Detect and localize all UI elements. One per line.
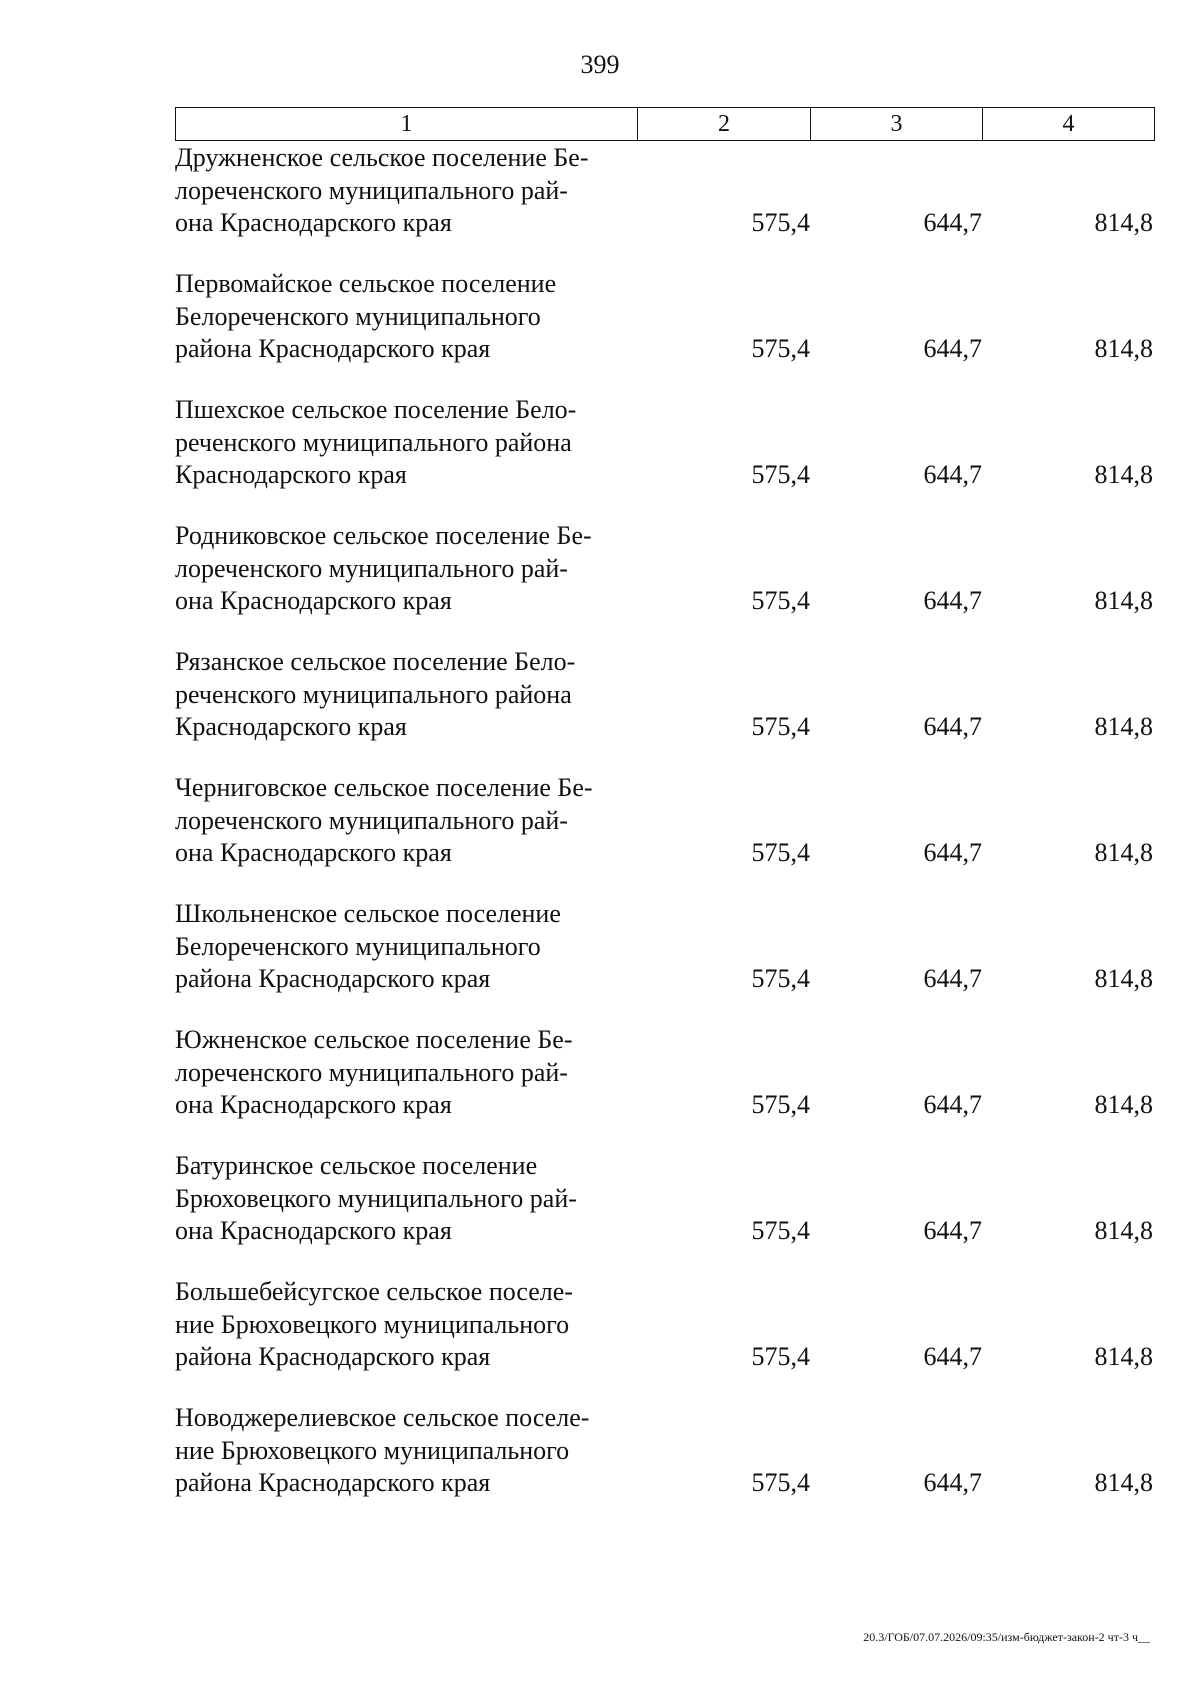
- settlement-name-line: Пшехское сельское поселение Бело-: [175, 395, 577, 424]
- settlement-name-line: реченского муниципального района: [175, 679, 572, 709]
- value-column-4: 814,8: [1094, 838, 1153, 867]
- settlement-name: [175, 1150, 645, 1248]
- value-column-4: 814,8: [1094, 334, 1153, 363]
- value-column-3: 644,7: [923, 838, 982, 867]
- footer-stamp: 20.3/ГОБ/07.07.2026/09:35/изм-бюджет-закон-2 чт-3 ч__: [863, 1630, 1150, 1644]
- table-row: [175, 1402, 1155, 1528]
- value-column-3: 644,7: [923, 712, 982, 741]
- value-column-2: 575,4: [751, 1216, 810, 1245]
- table-row: [175, 898, 1155, 1024]
- table-row: [175, 1150, 1155, 1276]
- table-row: [175, 646, 1155, 772]
- value-column-4: 814,8: [1094, 1216, 1153, 1245]
- value-column-4: 814,8: [1094, 460, 1153, 489]
- settlement-name-line: ние Брюховецкого муниципального: [175, 1309, 570, 1339]
- settlement-name: [175, 1402, 645, 1500]
- value-column-3: 644,7: [923, 208, 982, 237]
- settlement-name-line: Белореченского муниципального: [175, 301, 541, 331]
- settlement-name: [175, 1024, 645, 1122]
- settlement-name-line: она Краснодарского края: [175, 586, 452, 615]
- value-column-2: 575,4: [751, 334, 810, 363]
- settlement-name-line: Новоджерелиевское сельское поселе-: [175, 1403, 590, 1432]
- table-row: [175, 142, 1155, 268]
- settlement-name: [175, 1276, 645, 1374]
- settlement-name-line: Родниковское сельское поселение Бе-: [175, 521, 592, 550]
- column-header-1: 1: [176, 108, 638, 140]
- value-column-4: 814,8: [1094, 712, 1153, 741]
- settlement-name-line: Большебейсугское сельское поселе-: [175, 1277, 573, 1306]
- value-column-2: 575,4: [751, 208, 810, 237]
- column-header-2: 2: [638, 108, 811, 140]
- value-column-2: 575,4: [751, 1342, 810, 1371]
- settlement-name-line: ние Брюховецкого муниципального: [175, 1435, 570, 1465]
- settlement-name-line: реченского муниципального района: [175, 427, 572, 457]
- settlement-name: [175, 394, 645, 492]
- settlement-name-line: Краснодарского края: [175, 712, 407, 741]
- column-header-3: 3: [811, 108, 983, 140]
- table-body: [175, 142, 1155, 1528]
- settlement-name-line: района Краснодарского края: [175, 1342, 491, 1371]
- value-column-4: 814,8: [1094, 1342, 1153, 1371]
- table-row: [175, 268, 1155, 394]
- settlement-name-line: лореченского муниципального рай-: [175, 553, 568, 583]
- settlement-name-line: она Краснодарского края: [175, 1216, 452, 1245]
- value-column-3: 644,7: [923, 1090, 982, 1119]
- settlement-name-line: Школьненское сельское поселение: [175, 899, 561, 928]
- settlement-name-line: Первомайское сельское поселение: [175, 269, 557, 298]
- settlement-name-line: лореченского муниципального рай-: [175, 1057, 568, 1087]
- value-column-4: 814,8: [1094, 1468, 1153, 1497]
- settlement-name: [175, 520, 645, 618]
- settlement-name: [175, 772, 645, 870]
- settlement-name-line: Черниговское сельское поселение Бе-: [175, 773, 593, 802]
- settlement-name-line: района Краснодарского края: [175, 1468, 491, 1497]
- value-column-3: 644,7: [923, 586, 982, 615]
- settlement-name-line: Южненское сельское поселение Бе-: [175, 1025, 573, 1054]
- settlement-name: [175, 898, 645, 996]
- table-header: [175, 107, 1155, 141]
- value-column-4: 814,8: [1094, 1090, 1153, 1119]
- value-column-4: 814,8: [1094, 964, 1153, 993]
- value-column-3: 644,7: [923, 334, 982, 363]
- table-row: [175, 1276, 1155, 1402]
- value-column-3: 644,7: [923, 460, 982, 489]
- value-column-2: 575,4: [751, 1468, 810, 1497]
- value-column-2: 575,4: [751, 964, 810, 993]
- value-column-4: 814,8: [1094, 208, 1153, 237]
- table-row: [175, 772, 1155, 898]
- settlement-name-line: она Краснодарского края: [175, 208, 452, 237]
- value-column-3: 644,7: [923, 1216, 982, 1245]
- table-row: [175, 1024, 1155, 1150]
- column-header-4: 4: [1062, 111, 1075, 137]
- settlement-name-line: она Краснодарского края: [175, 838, 452, 867]
- settlement-name-line: лореченского муниципального рай-: [175, 805, 568, 835]
- page-number: 399: [580, 50, 620, 79]
- settlement-name: [175, 268, 645, 366]
- value-column-2: 575,4: [751, 586, 810, 615]
- value-column-3: 644,7: [923, 1342, 982, 1371]
- settlement-name-line: Батуринское сельское поселение: [175, 1151, 538, 1180]
- value-column-3: 644,7: [923, 1468, 982, 1497]
- settlement-name-line: Рязанское сельское поселение Бело-: [175, 647, 576, 676]
- value-column-4: 814,8: [1094, 586, 1153, 615]
- table-row: [175, 394, 1155, 520]
- settlement-name-line: она Краснодарского края: [175, 1090, 452, 1119]
- settlement-name: [175, 646, 645, 744]
- settlement-name-line: лореченского муниципального рай-: [175, 175, 568, 205]
- value-column-2: 575,4: [751, 460, 810, 489]
- settlement-name-line: Дружненское сельское поселение Бе-: [175, 143, 589, 172]
- settlement-name: [175, 142, 645, 240]
- value-column-3: 644,7: [923, 964, 982, 993]
- settlement-name-line: Белореченского муниципального: [175, 931, 541, 961]
- value-column-2: 575,4: [751, 712, 810, 741]
- settlement-name-line: района Краснодарского края: [175, 334, 491, 363]
- table-row: [175, 520, 1155, 646]
- settlement-name-line: Краснодарского края: [175, 460, 407, 489]
- settlement-name-line: района Краснодарского края: [175, 964, 491, 993]
- settlement-name-line: Брюховецкого муниципального рай-: [175, 1183, 577, 1213]
- value-column-2: 575,4: [751, 838, 810, 867]
- value-column-2: 575,4: [751, 1090, 810, 1119]
